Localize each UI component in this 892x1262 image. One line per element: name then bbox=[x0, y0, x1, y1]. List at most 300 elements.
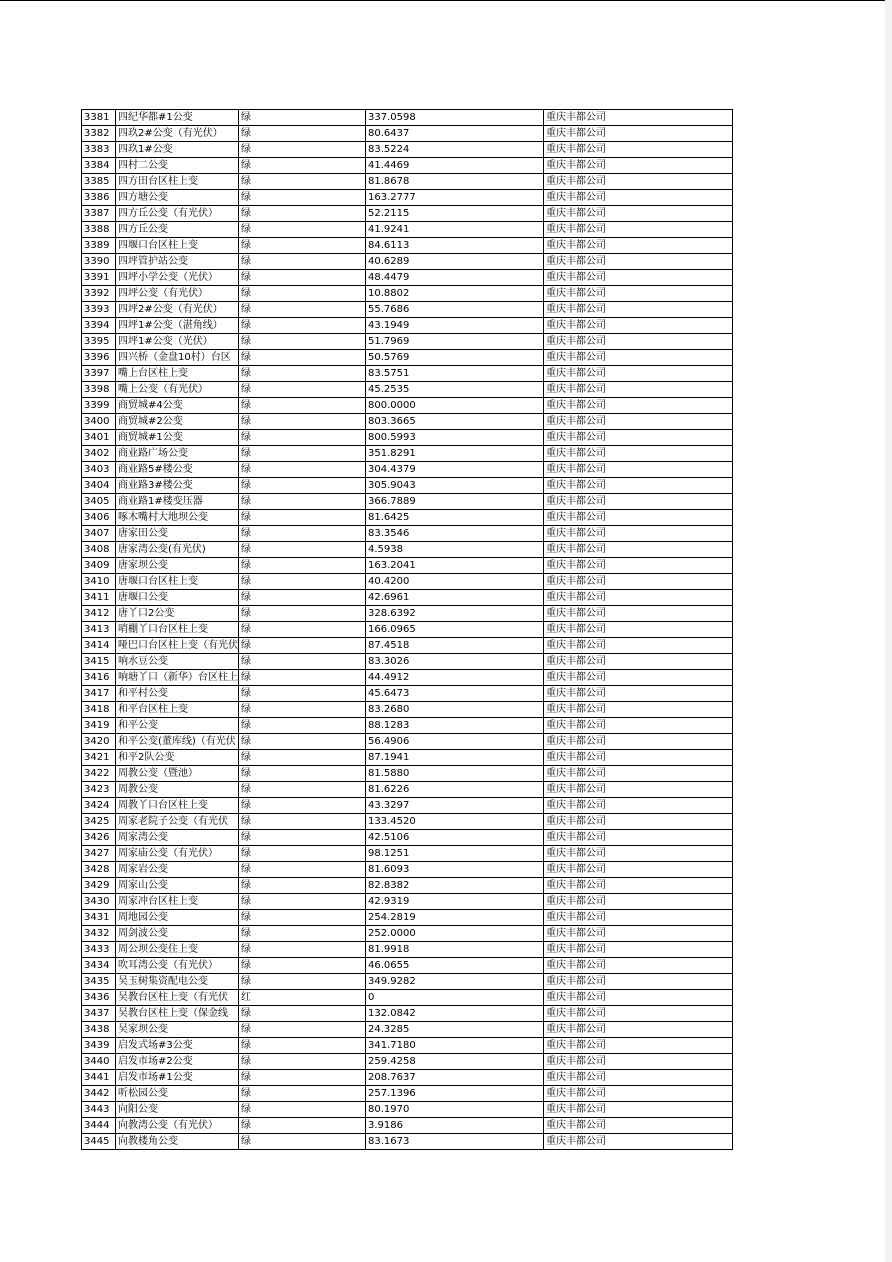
status-cell: 绿 bbox=[239, 718, 366, 734]
transformer-name-cell: 和平台区柱上变 bbox=[116, 702, 239, 718]
table-row bbox=[82, 862, 733, 878]
table-row bbox=[82, 1118, 733, 1134]
status-cell: 绿 bbox=[239, 750, 366, 766]
value-cell: 98.1251 bbox=[366, 846, 544, 862]
row-number-cell: 3390 bbox=[82, 254, 116, 270]
transformer-name-cell: 四坪小学公变（光伏） bbox=[116, 270, 239, 286]
transformer-name-cell: 商贸城#1公变 bbox=[116, 430, 239, 446]
transformer-name-cell: 唐堰口公变 bbox=[116, 590, 239, 606]
value-cell: 81.8678 bbox=[366, 174, 544, 190]
table-row bbox=[82, 718, 733, 734]
company-cell: 重庆丰都公司 bbox=[544, 766, 733, 782]
row-number-cell: 3393 bbox=[82, 302, 116, 318]
status-cell: 绿 bbox=[239, 1038, 366, 1054]
transformer-name-cell: 吴教台区柱上变（有光伏 bbox=[116, 990, 239, 1006]
row-number-cell: 3430 bbox=[82, 894, 116, 910]
table-row bbox=[82, 190, 733, 206]
value-cell: 341.7180 bbox=[366, 1038, 544, 1054]
row-number-cell: 3386 bbox=[82, 190, 116, 206]
table-row bbox=[82, 1006, 733, 1022]
row-number-cell: 3440 bbox=[82, 1054, 116, 1070]
company-cell: 重庆丰都公司 bbox=[544, 206, 733, 222]
row-number-cell: 3384 bbox=[82, 158, 116, 174]
row-number-cell: 3387 bbox=[82, 206, 116, 222]
status-cell: 绿 bbox=[239, 766, 366, 782]
status-cell: 绿 bbox=[239, 606, 366, 622]
company-cell: 重庆丰都公司 bbox=[544, 1022, 733, 1038]
row-number-cell: 3429 bbox=[82, 878, 116, 894]
value-cell: 42.5106 bbox=[366, 830, 544, 846]
company-cell: 重庆丰都公司 bbox=[544, 686, 733, 702]
value-cell: 163.2041 bbox=[366, 558, 544, 574]
value-cell: 51.7969 bbox=[366, 334, 544, 350]
transformer-name-cell: 启发式场#3公变 bbox=[116, 1038, 239, 1054]
row-number-cell: 3409 bbox=[82, 558, 116, 574]
company-cell: 重庆丰都公司 bbox=[544, 302, 733, 318]
status-cell: 绿 bbox=[239, 190, 366, 206]
status-cell: 绿 bbox=[239, 814, 366, 830]
status-cell: 绿 bbox=[239, 558, 366, 574]
status-cell: 绿 bbox=[239, 830, 366, 846]
company-cell: 重庆丰都公司 bbox=[544, 830, 733, 846]
table-row bbox=[82, 478, 733, 494]
row-number-cell: 3418 bbox=[82, 702, 116, 718]
status-cell: 绿 bbox=[239, 862, 366, 878]
status-cell: 绿 bbox=[239, 222, 366, 238]
row-number-cell: 3400 bbox=[82, 414, 116, 430]
row-number-cell: 3385 bbox=[82, 174, 116, 190]
transformer-name-cell: 哨棚丫口台区柱上变 bbox=[116, 622, 239, 638]
status-cell: 绿 bbox=[239, 1022, 366, 1038]
value-cell: 46.0655 bbox=[366, 958, 544, 974]
company-cell: 重庆丰都公司 bbox=[544, 1086, 733, 1102]
value-cell: 88.1283 bbox=[366, 718, 544, 734]
value-cell: 83.3546 bbox=[366, 526, 544, 542]
table-row bbox=[82, 1086, 733, 1102]
transformer-name-cell: 和平2队公变 bbox=[116, 750, 239, 766]
company-cell: 重庆丰都公司 bbox=[544, 446, 733, 462]
value-cell: 351.8291 bbox=[366, 446, 544, 462]
transformer-name-cell: 商业路5#楼公变 bbox=[116, 462, 239, 478]
value-cell: 366.7889 bbox=[366, 494, 544, 510]
company-cell: 重庆丰都公司 bbox=[544, 814, 733, 830]
transformer-name-cell: 唐堰口台区柱上变 bbox=[116, 574, 239, 590]
row-number-cell: 3398 bbox=[82, 382, 116, 398]
value-cell: 305.9043 bbox=[366, 478, 544, 494]
transformer-table bbox=[81, 109, 733, 1150]
transformer-name-cell: 和平公变 bbox=[116, 718, 239, 734]
value-cell: 4.5938 bbox=[366, 542, 544, 558]
company-cell: 重庆丰都公司 bbox=[544, 270, 733, 286]
table-row bbox=[82, 894, 733, 910]
company-cell: 重庆丰都公司 bbox=[544, 798, 733, 814]
table-row bbox=[82, 542, 733, 558]
table-row bbox=[82, 254, 733, 270]
value-cell: 328.6392 bbox=[366, 606, 544, 622]
table-row bbox=[82, 142, 733, 158]
company-cell: 重庆丰都公司 bbox=[544, 702, 733, 718]
transformer-name-cell: 听松园公变 bbox=[116, 1086, 239, 1102]
company-cell: 重庆丰都公司 bbox=[544, 622, 733, 638]
table-row bbox=[82, 766, 733, 782]
table-row bbox=[82, 286, 733, 302]
row-number-cell: 3428 bbox=[82, 862, 116, 878]
company-cell: 重庆丰都公司 bbox=[544, 670, 733, 686]
table-row bbox=[82, 270, 733, 286]
status-cell: 绿 bbox=[239, 798, 366, 814]
transformer-name-cell: 四村二公变 bbox=[116, 158, 239, 174]
status-cell: 绿 bbox=[239, 142, 366, 158]
value-cell: 132.0842 bbox=[366, 1006, 544, 1022]
table-row bbox=[82, 1054, 733, 1070]
table-row bbox=[82, 814, 733, 830]
value-cell: 52.2115 bbox=[366, 206, 544, 222]
table-row bbox=[82, 494, 733, 510]
value-cell: 254.2819 bbox=[366, 910, 544, 926]
row-number-cell: 3443 bbox=[82, 1102, 116, 1118]
company-cell: 重庆丰都公司 bbox=[544, 718, 733, 734]
company-cell: 重庆丰都公司 bbox=[544, 222, 733, 238]
table-body bbox=[82, 110, 733, 1150]
status-cell: 绿 bbox=[239, 670, 366, 686]
value-cell: 40.4200 bbox=[366, 574, 544, 590]
company-cell: 重庆丰都公司 bbox=[544, 1038, 733, 1054]
value-cell: 81.5880 bbox=[366, 766, 544, 782]
row-number-cell: 3405 bbox=[82, 494, 116, 510]
transformer-name-cell: 嘴上公变（有光伏） bbox=[116, 382, 239, 398]
value-cell: 83.3026 bbox=[366, 654, 544, 670]
status-cell: 绿 bbox=[239, 1006, 366, 1022]
table-row bbox=[82, 318, 733, 334]
transformer-name-cell: 四玖2#公变（有光伏） bbox=[116, 126, 239, 142]
company-cell: 重庆丰都公司 bbox=[544, 1070, 733, 1086]
row-number-cell: 3417 bbox=[82, 686, 116, 702]
transformer-name-cell: 周教公变 bbox=[116, 782, 239, 798]
value-cell: 252.0000 bbox=[366, 926, 544, 942]
row-number-cell: 3401 bbox=[82, 430, 116, 446]
table-row bbox=[82, 430, 733, 446]
table-row bbox=[82, 510, 733, 526]
company-cell: 重庆丰都公司 bbox=[544, 398, 733, 414]
row-number-cell: 3389 bbox=[82, 238, 116, 254]
company-cell: 重庆丰都公司 bbox=[544, 366, 733, 382]
transformer-name-cell: 吴教台区柱上变（保金线 bbox=[116, 1006, 239, 1022]
page-top-border bbox=[0, 0, 892, 1]
table-row bbox=[82, 734, 733, 750]
company-cell: 重庆丰都公司 bbox=[544, 238, 733, 254]
company-cell: 重庆丰都公司 bbox=[544, 126, 733, 142]
company-cell: 重庆丰都公司 bbox=[544, 1054, 733, 1070]
table-row bbox=[82, 590, 733, 606]
transformer-name-cell: 唐家坝公变 bbox=[116, 558, 239, 574]
company-cell: 重庆丰都公司 bbox=[544, 734, 733, 750]
company-cell: 重庆丰都公司 bbox=[544, 110, 733, 126]
transformer-name-cell: 向教湾公变（有光伏） bbox=[116, 1118, 239, 1134]
status-cell: 绿 bbox=[239, 270, 366, 286]
company-cell: 重庆丰都公司 bbox=[544, 926, 733, 942]
status-cell: 绿 bbox=[239, 1118, 366, 1134]
transformer-name-cell: 四兴桥（金盘10村）台区 bbox=[116, 350, 239, 366]
table-row bbox=[82, 910, 733, 926]
status-cell: 绿 bbox=[239, 686, 366, 702]
row-number-cell: 3438 bbox=[82, 1022, 116, 1038]
status-cell: 绿 bbox=[239, 654, 366, 670]
company-cell: 重庆丰都公司 bbox=[544, 638, 733, 654]
value-cell: 83.2680 bbox=[366, 702, 544, 718]
company-cell: 重庆丰都公司 bbox=[544, 414, 733, 430]
row-number-cell: 3421 bbox=[82, 750, 116, 766]
row-number-cell: 3432 bbox=[82, 926, 116, 942]
value-cell: 50.5769 bbox=[366, 350, 544, 366]
row-number-cell: 3407 bbox=[82, 526, 116, 542]
transformer-name-cell: 四玖1#公变 bbox=[116, 142, 239, 158]
table-row bbox=[82, 622, 733, 638]
value-cell: 45.2535 bbox=[366, 382, 544, 398]
company-cell: 重庆丰都公司 bbox=[544, 606, 733, 622]
row-number-cell: 3426 bbox=[82, 830, 116, 846]
status-cell: 绿 bbox=[239, 942, 366, 958]
table-row bbox=[82, 158, 733, 174]
company-cell: 重庆丰都公司 bbox=[544, 286, 733, 302]
table-row bbox=[82, 926, 733, 942]
company-cell: 重庆丰都公司 bbox=[544, 318, 733, 334]
row-number-cell: 3425 bbox=[82, 814, 116, 830]
status-cell: 绿 bbox=[239, 590, 366, 606]
value-cell: 800.0000 bbox=[366, 398, 544, 414]
status-cell: 绿 bbox=[239, 1070, 366, 1086]
transformer-name-cell: 四纪华都#1公变 bbox=[116, 110, 239, 126]
company-cell: 重庆丰都公司 bbox=[544, 590, 733, 606]
table-row bbox=[82, 414, 733, 430]
value-cell: 82.8382 bbox=[366, 878, 544, 894]
transformer-name-cell: 向阳公变 bbox=[116, 1102, 239, 1118]
status-cell: 绿 bbox=[239, 702, 366, 718]
value-cell: 41.9241 bbox=[366, 222, 544, 238]
table-row bbox=[82, 702, 733, 718]
company-cell: 重庆丰都公司 bbox=[544, 942, 733, 958]
status-cell: 绿 bbox=[239, 206, 366, 222]
company-cell: 重庆丰都公司 bbox=[544, 750, 733, 766]
value-cell: 83.1673 bbox=[366, 1134, 544, 1150]
transformer-name-cell: 四坪1#公变（光伏） bbox=[116, 334, 239, 350]
status-cell: 红 bbox=[239, 990, 366, 1006]
transformer-name-cell: 嘴上台区柱上变 bbox=[116, 366, 239, 382]
value-cell: 208.7637 bbox=[366, 1070, 544, 1086]
transformer-name-cell: 周家湾公变 bbox=[116, 830, 239, 846]
company-cell: 重庆丰都公司 bbox=[544, 542, 733, 558]
transformer-name-cell: 周家老院子公变（有光伏 bbox=[116, 814, 239, 830]
status-cell: 绿 bbox=[239, 334, 366, 350]
table-row bbox=[82, 174, 733, 190]
table-row bbox=[82, 462, 733, 478]
table-row bbox=[82, 686, 733, 702]
row-number-cell: 3427 bbox=[82, 846, 116, 862]
company-cell: 重庆丰都公司 bbox=[544, 478, 733, 494]
page-right-margin bbox=[885, 0, 892, 1262]
value-cell: 43.1949 bbox=[366, 318, 544, 334]
value-cell: 3.9186 bbox=[366, 1118, 544, 1134]
status-cell: 绿 bbox=[239, 542, 366, 558]
transformer-name-cell: 四坪1#公变（湛角线） bbox=[116, 318, 239, 334]
table-row bbox=[82, 750, 733, 766]
status-cell: 绿 bbox=[239, 926, 366, 942]
table-row bbox=[82, 350, 733, 366]
status-cell: 绿 bbox=[239, 238, 366, 254]
transformer-name-cell: 周家岩公变 bbox=[116, 862, 239, 878]
value-cell: 800.5993 bbox=[366, 430, 544, 446]
table-row bbox=[82, 958, 733, 974]
transformer-name-cell: 商业路3#楼公变 bbox=[116, 478, 239, 494]
transformer-name-cell: 唐家田公变 bbox=[116, 526, 239, 542]
company-cell: 重庆丰都公司 bbox=[544, 974, 733, 990]
status-cell: 绿 bbox=[239, 782, 366, 798]
status-cell: 绿 bbox=[239, 1054, 366, 1070]
transformer-name-cell: 周公坝公变住上变 bbox=[116, 942, 239, 958]
row-number-cell: 3402 bbox=[82, 446, 116, 462]
company-cell: 重庆丰都公司 bbox=[544, 574, 733, 590]
table-row bbox=[82, 526, 733, 542]
status-cell: 绿 bbox=[239, 302, 366, 318]
status-cell: 绿 bbox=[239, 1086, 366, 1102]
table-row bbox=[82, 878, 733, 894]
row-number-cell: 3406 bbox=[82, 510, 116, 526]
value-cell: 163.2777 bbox=[366, 190, 544, 206]
value-cell: 55.7686 bbox=[366, 302, 544, 318]
value-cell: 80.1970 bbox=[366, 1102, 544, 1118]
status-cell: 绿 bbox=[239, 878, 366, 894]
table-row bbox=[82, 238, 733, 254]
table-row bbox=[82, 942, 733, 958]
status-cell: 绿 bbox=[239, 494, 366, 510]
table-row bbox=[82, 206, 733, 222]
value-cell: 48.4479 bbox=[366, 270, 544, 286]
row-number-cell: 3382 bbox=[82, 126, 116, 142]
value-cell: 81.9918 bbox=[366, 942, 544, 958]
company-cell: 重庆丰都公司 bbox=[544, 1134, 733, 1150]
company-cell: 重庆丰都公司 bbox=[544, 142, 733, 158]
transformer-name-cell: 唐丫口2公变 bbox=[116, 606, 239, 622]
transformer-name-cell: 商业路1#楼变压器 bbox=[116, 494, 239, 510]
table-row bbox=[82, 846, 733, 862]
row-number-cell: 3414 bbox=[82, 638, 116, 654]
status-cell: 绿 bbox=[239, 510, 366, 526]
value-cell: 43.3297 bbox=[366, 798, 544, 814]
value-cell: 44.4912 bbox=[366, 670, 544, 686]
table-row bbox=[82, 558, 733, 574]
row-number-cell: 3422 bbox=[82, 766, 116, 782]
status-cell: 绿 bbox=[239, 446, 366, 462]
row-number-cell: 3424 bbox=[82, 798, 116, 814]
company-cell: 重庆丰都公司 bbox=[544, 430, 733, 446]
status-cell: 绿 bbox=[239, 638, 366, 654]
transformer-name-cell: 周家冲台区柱上变 bbox=[116, 894, 239, 910]
transformer-name-cell: 四方塘公变 bbox=[116, 190, 239, 206]
table-row bbox=[82, 1134, 733, 1150]
company-cell: 重庆丰都公司 bbox=[544, 334, 733, 350]
status-cell: 绿 bbox=[239, 734, 366, 750]
value-cell: 80.6437 bbox=[366, 126, 544, 142]
transformer-name-cell: 响水豆公变 bbox=[116, 654, 239, 670]
value-cell: 257.1396 bbox=[366, 1086, 544, 1102]
company-cell: 重庆丰都公司 bbox=[544, 158, 733, 174]
status-cell: 绿 bbox=[239, 846, 366, 862]
value-cell: 41.4469 bbox=[366, 158, 544, 174]
value-cell: 304.4379 bbox=[366, 462, 544, 478]
transformer-name-cell: 四方丘公变 bbox=[116, 222, 239, 238]
table-row bbox=[82, 1102, 733, 1118]
company-cell: 重庆丰都公司 bbox=[544, 878, 733, 894]
status-cell: 绿 bbox=[239, 430, 366, 446]
row-number-cell: 3439 bbox=[82, 1038, 116, 1054]
row-number-cell: 3381 bbox=[82, 110, 116, 126]
value-cell: 56.4906 bbox=[366, 734, 544, 750]
table-row bbox=[82, 974, 733, 990]
value-cell: 42.6961 bbox=[366, 590, 544, 606]
status-cell: 绿 bbox=[239, 414, 366, 430]
row-number-cell: 3415 bbox=[82, 654, 116, 670]
status-cell: 绿 bbox=[239, 910, 366, 926]
value-cell: 45.6473 bbox=[366, 686, 544, 702]
transformer-name-cell: 吹耳湾公变（有光伏） bbox=[116, 958, 239, 974]
value-cell: 84.6113 bbox=[366, 238, 544, 254]
status-cell: 绿 bbox=[239, 526, 366, 542]
row-number-cell: 3396 bbox=[82, 350, 116, 366]
table-row bbox=[82, 110, 733, 126]
status-cell: 绿 bbox=[239, 462, 366, 478]
row-number-cell: 3403 bbox=[82, 462, 116, 478]
row-number-cell: 3404 bbox=[82, 478, 116, 494]
table-row bbox=[82, 782, 733, 798]
status-cell: 绿 bbox=[239, 254, 366, 270]
company-cell: 重庆丰都公司 bbox=[544, 526, 733, 542]
status-cell: 绿 bbox=[239, 350, 366, 366]
value-cell: 24.3285 bbox=[366, 1022, 544, 1038]
transformer-name-cell: 周教公变（暨池） bbox=[116, 766, 239, 782]
table-row bbox=[82, 334, 733, 350]
transformer-name-cell: 四坪公变（有光伏） bbox=[116, 286, 239, 302]
status-cell: 绿 bbox=[239, 382, 366, 398]
value-cell: 81.6226 bbox=[366, 782, 544, 798]
table-row bbox=[82, 126, 733, 142]
table-row bbox=[82, 1070, 733, 1086]
company-cell: 重庆丰都公司 bbox=[544, 990, 733, 1006]
company-cell: 重庆丰都公司 bbox=[544, 1118, 733, 1134]
company-cell: 重庆丰都公司 bbox=[544, 894, 733, 910]
status-cell: 绿 bbox=[239, 174, 366, 190]
company-cell: 重庆丰都公司 bbox=[544, 350, 733, 366]
company-cell: 重庆丰都公司 bbox=[544, 654, 733, 670]
value-cell: 166.0965 bbox=[366, 622, 544, 638]
transformer-name-cell: 四方丘公变（有光伏） bbox=[116, 206, 239, 222]
value-cell: 259.4258 bbox=[366, 1054, 544, 1070]
company-cell: 重庆丰都公司 bbox=[544, 494, 733, 510]
row-number-cell: 3391 bbox=[82, 270, 116, 286]
value-cell: 83.5751 bbox=[366, 366, 544, 382]
transformer-name-cell: 周地园公变 bbox=[116, 910, 239, 926]
table-row bbox=[82, 1038, 733, 1054]
row-number-cell: 3431 bbox=[82, 910, 116, 926]
company-cell: 重庆丰都公司 bbox=[544, 382, 733, 398]
value-cell: 87.1941 bbox=[366, 750, 544, 766]
company-cell: 重庆丰都公司 bbox=[544, 958, 733, 974]
row-number-cell: 3434 bbox=[82, 958, 116, 974]
table-row bbox=[82, 670, 733, 686]
row-number-cell: 3423 bbox=[82, 782, 116, 798]
row-number-cell: 3437 bbox=[82, 1006, 116, 1022]
table-row bbox=[82, 574, 733, 590]
transformer-name-cell: 哑巴口台区柱上变（有光伏 bbox=[116, 638, 239, 654]
transformer-name-cell: 四堰口台区柱上变 bbox=[116, 238, 239, 254]
